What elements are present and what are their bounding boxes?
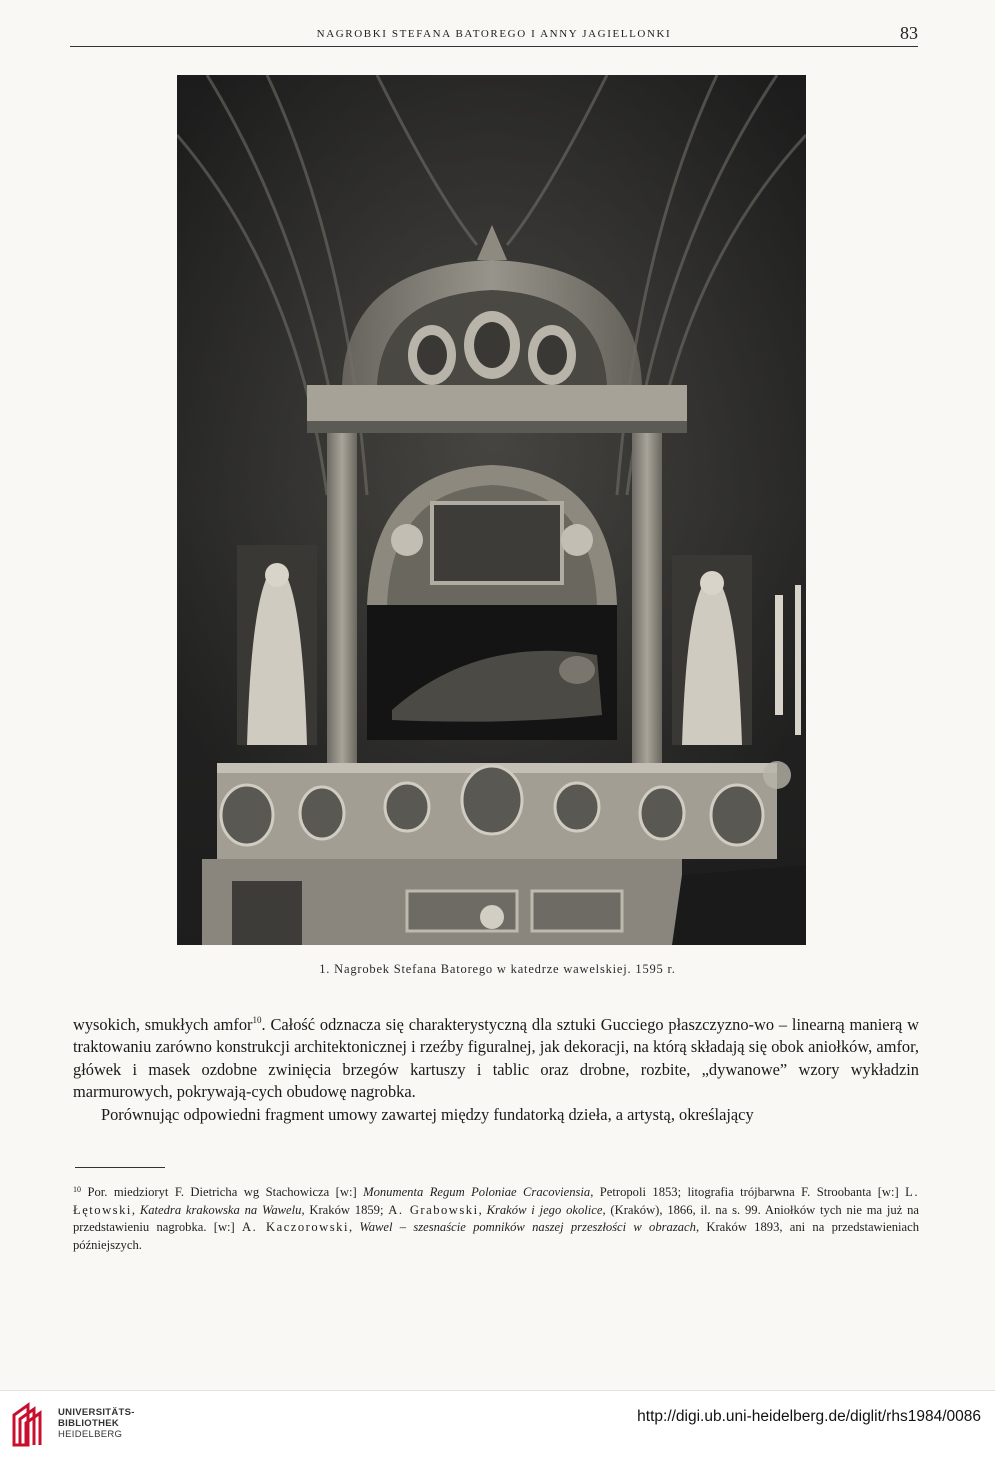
library-name-line: BIBLIOTHEK [58,1418,120,1429]
footnote [73,1184,919,1254]
body-p1-rest: . Całość odznacza się charakterystyczną dla sztuki Gucciego płaszczyzno-wo – linearną manierą w traktowaniu zarówno konstrukcji architektonicznej i rzeźby figuralnej, jak dekoracji, na którą składają się obok aniołków, amfor, główek i masek ozdobne zwinięcia brzegów kartuszy i tablic oraz drobne, rozbite, „dywanowe” wzory wykładzin marmurowych, pokrywają-cych obudowę nagrobka. [73,1015,919,1102]
library-name-line: UNIVERSITÄTS- [58,1407,135,1418]
tomb-photograph-illustration [177,75,806,945]
footnote-ref: 10 [252,1015,262,1025]
running-title: NAGROBKI STEFANA BATOREGO I ANNY JAGIELLONKI [316,28,672,40]
library-name [58,1407,135,1440]
fn-text: , Kraków 1893, ani na przedstawieniach późniejszych. [73,1220,919,1252]
footer-bar [0,1390,995,1464]
fn-title: Wawel – szesnaście pomników naszej przeszłości w obrazach [359,1220,696,1235]
body-paragraph-2: Porównując odpowiedni fragment umowy zawartej między fundatorką dzieła, a artystą, określający [101,1104,754,1124]
library-name-line: HEIDELBERG [58,1429,123,1440]
fn-text: Por. miedzioryt F. Dietricha wg Stachowicza [w:] [81,1185,364,1199]
fn-text: , Petropoli 1853; litografia trójbarwna F. Stroobanta [w:] [590,1185,906,1199]
tomb-photograph [177,75,806,945]
fn-text: , [478,1202,487,1217]
footnote-rule [75,1167,165,1168]
university-logo-icon [10,1401,52,1454]
figure-caption: 1. Nagrobek Stefana Batorego w katedrze wawelskiej. 1595 r. [319,962,676,976]
permalink-url[interactable]: http://digi.ub.uni-heidelberg.de/diglit/rhs1984/0086 [637,1408,981,1425]
fn-text: , Kraków 1859; [301,1202,389,1217]
running-head [70,23,918,47]
page-number: 83 [900,23,918,43]
fn-title: Monumenta Regum Poloniae Cracoviensia [363,1185,591,1199]
fn-title: Katedra krakowska na Wawelu [139,1202,302,1217]
fn-text: , [348,1220,360,1235]
fn-title: Kraków i jego okolice [486,1202,603,1217]
footnote-number: 10 [73,1185,81,1194]
fn-author: L. Łętowski [73,1185,920,1217]
fn-author: A. Grabowski [388,1202,479,1217]
fn-text: , [131,1202,140,1217]
fn-author: A. Kaczorowski [242,1220,349,1235]
body-text [73,1014,919,1126]
fn-text: , (Kraków), 1866, il. na s. 99. Aniołków tych nie ma już na przedstawieniu nagrobka. [w:] [73,1202,920,1235]
body-paragraph [73,1014,919,1104]
body-p1-start: wysokich, smukłych amfor [73,1015,253,1034]
library-logo-icon [10,1401,52,1449]
